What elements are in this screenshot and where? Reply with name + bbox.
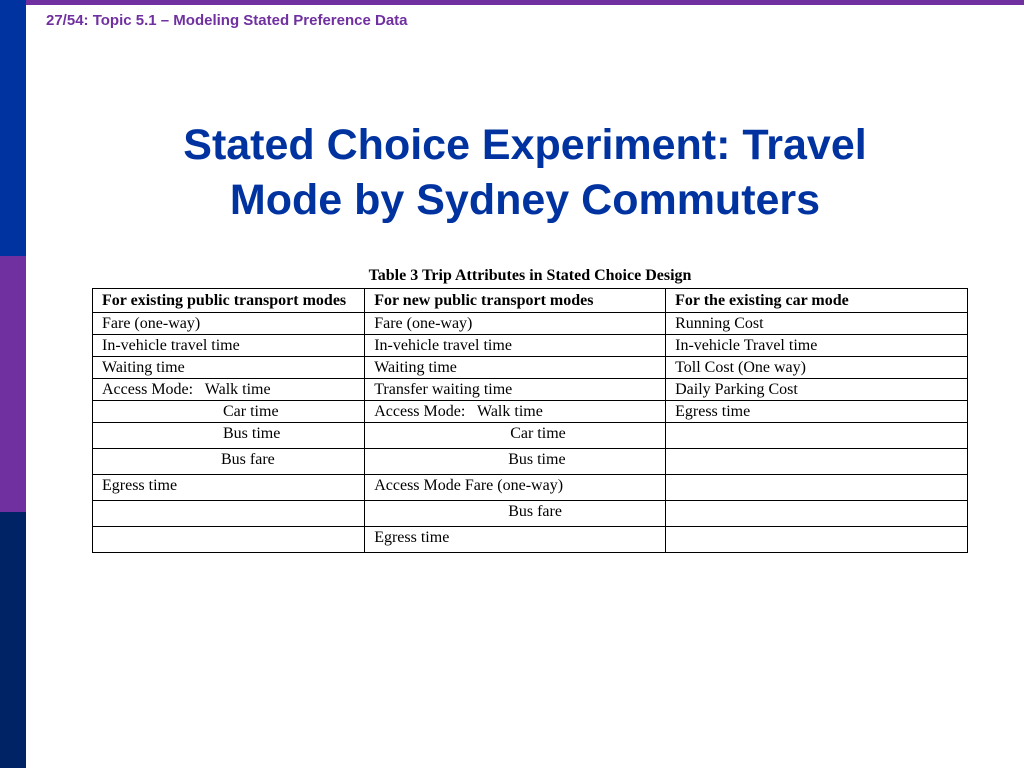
table-cell: Waiting time [93, 357, 365, 379]
table-cell: Waiting time [365, 357, 666, 379]
table-row [93, 423, 968, 449]
table-row [93, 475, 968, 501]
table-cell: Fare (one-way) [365, 313, 666, 335]
table-cell: Egress time [666, 401, 968, 423]
table-cell: Car time [93, 401, 365, 423]
header-existing-public-transport: For existing public transport modes [93, 289, 365, 313]
table-header-row [93, 289, 968, 313]
table-cell: Bus fare [365, 501, 666, 527]
table-cell [93, 527, 365, 553]
table-cell: Fare (one-way) [93, 313, 365, 335]
left-bar-middle-segment [0, 256, 26, 512]
table-cell: Bus fare [93, 449, 365, 475]
table-cell [666, 527, 968, 553]
table-cell: Bus time [365, 449, 666, 475]
table-cell: Transfer waiting time [365, 379, 666, 401]
table-cell: Access Mode: Walk time [365, 401, 666, 423]
table-row [93, 313, 968, 335]
table-cell: In-vehicle travel time [365, 335, 666, 357]
slide-header: 27/54: Topic 5.1 – Modeling Stated Preference Data [46, 12, 408, 29]
table-cell: In-vehicle travel time [93, 335, 365, 357]
table-cell: Daily Parking Cost [666, 379, 968, 401]
table-cell [93, 501, 365, 527]
table-row [93, 335, 968, 357]
slide-title-line-1: Stated Choice Experiment: Travel [183, 121, 867, 169]
left-accent-bar [0, 0, 26, 768]
table-cell [666, 475, 968, 501]
table-row [93, 401, 968, 423]
left-bar-bottom-segment [0, 512, 26, 768]
table-row [93, 527, 968, 553]
table-cell: Access Mode Fare (one-way) [365, 475, 666, 501]
table-cell [666, 449, 968, 475]
table-cell: Toll Cost (One way) [666, 357, 968, 379]
table-cell [666, 423, 968, 449]
slide-title [26, 118, 1024, 228]
table-row [93, 379, 968, 401]
table-cell: Access Mode: Walk time [93, 379, 365, 401]
top-rule [26, 0, 1024, 5]
slide-title-line-2: Mode by Sydney Commuters [229, 176, 821, 224]
trip-attributes-table [92, 288, 968, 553]
table-cell: In-vehicle Travel time [666, 335, 968, 357]
table-caption: Table 3 Trip Attributes in Stated Choice Design [368, 267, 692, 284]
table-cell: Egress time [93, 475, 365, 501]
table-row [93, 449, 968, 475]
table-cell [666, 501, 968, 527]
left-bar-top-segment [0, 0, 26, 256]
table-cell: Car time [365, 423, 666, 449]
table-cell: Running Cost [666, 313, 968, 335]
header-existing-car: For the existing car mode [666, 289, 968, 313]
table-cell: Bus time [93, 423, 365, 449]
table-row [93, 501, 968, 527]
table-cell: Egress time [365, 527, 666, 553]
header-new-public-transport: For new public transport modes [365, 289, 666, 313]
table-row [93, 357, 968, 379]
